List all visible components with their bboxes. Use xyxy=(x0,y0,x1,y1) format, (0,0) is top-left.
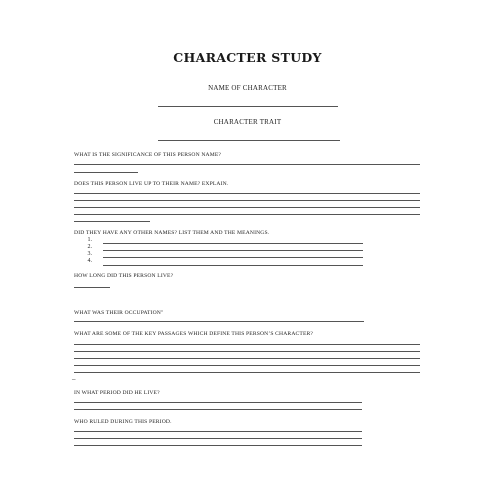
question-live-up-to-name: DOES THIS PERSON LIVE UP TO THEIR NAME? EXPLAIN. xyxy=(74,181,229,187)
other-name-line-1[interactable] xyxy=(103,243,363,244)
answer-line[interactable] xyxy=(74,321,364,322)
answer-line[interactable] xyxy=(74,431,362,432)
name-of-character-label: NAME OF CHARACTER xyxy=(208,84,287,92)
answer-line[interactable] xyxy=(74,344,420,345)
answer-line[interactable] xyxy=(74,214,420,215)
character-trait-line[interactable] xyxy=(158,140,340,141)
answer-line[interactable] xyxy=(74,164,420,165)
list-number-2: 2. xyxy=(87,244,92,250)
other-name-line-2[interactable] xyxy=(103,250,363,251)
stray-dash-mark: – xyxy=(72,375,76,383)
answer-line[interactable] xyxy=(74,193,420,194)
answer-line[interactable] xyxy=(74,287,110,288)
answer-line[interactable] xyxy=(74,358,420,359)
answer-line[interactable] xyxy=(74,172,138,173)
list-number-4: 4. xyxy=(87,258,92,264)
answer-line[interactable] xyxy=(74,351,420,352)
page-title: CHARACTER STUDY xyxy=(173,50,322,65)
answer-line[interactable] xyxy=(74,200,420,201)
other-name-line-4[interactable] xyxy=(103,265,363,266)
answer-line[interactable] xyxy=(74,402,362,403)
character-trait-label: CHARACTER TRAIT xyxy=(213,118,282,126)
list-number-3: 3. xyxy=(87,251,92,257)
answer-line[interactable] xyxy=(74,221,150,222)
question-name-significance: WHAT IS THE SIGNIFICANCE OF THIS PERSON NAME? xyxy=(74,152,222,158)
list-number-1: 1. xyxy=(87,237,92,243)
question-key-passages: WHAT ARE SOME OF THE KEY PASSAGES WHICH DEFINE THIS PERSON’S CHARACTER? xyxy=(74,331,314,337)
question-occupation: WHAT WAS THEIR OCCUPATION" xyxy=(74,310,164,316)
answer-line[interactable] xyxy=(74,409,362,410)
answer-line[interactable] xyxy=(74,365,420,366)
answer-line[interactable] xyxy=(74,207,420,208)
answer-line[interactable] xyxy=(74,372,420,373)
other-name-line-3[interactable] xyxy=(103,257,363,258)
question-other-names: DID THEY HAVE ANY OTHER NAMES? LIST THEM AND THE MEANINGS. xyxy=(74,230,270,236)
question-how-long-lived: HOW LONG DID THIS PERSON LIVE? xyxy=(74,273,174,279)
question-period: IN WHAT PERIOD DID HE LIVE? xyxy=(74,390,160,396)
answer-line[interactable] xyxy=(74,445,362,446)
answer-line[interactable] xyxy=(74,438,362,439)
name-of-character-line[interactable] xyxy=(158,106,338,107)
question-who-ruled: WHO RULED DURING THIS PERIOD. xyxy=(74,419,172,425)
